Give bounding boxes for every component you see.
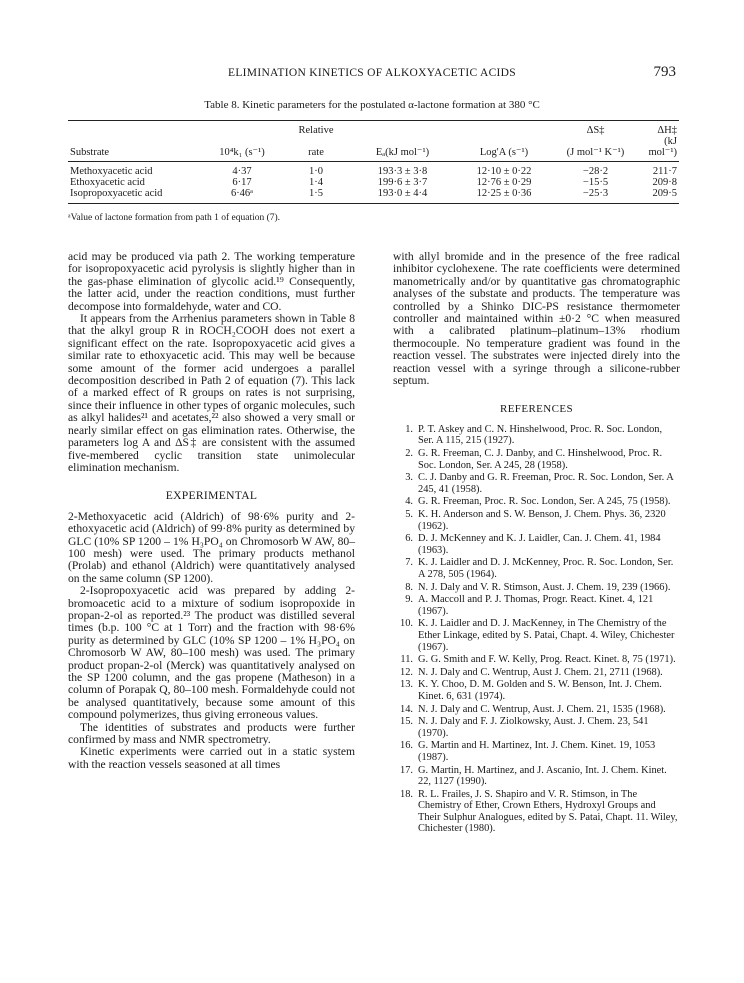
table-row [68,188,679,204]
reference-text: P. T. Askey and C. N. Hinshelwood, Proc. R. Soc. London, Ser. A 115, 215 (1927). [418,423,663,447]
header-cell: Relative [284,121,348,137]
reference-item [393,448,680,471]
reference-text: N. J. Daly and V. R. Stimson, Aust. J. Chem. 19, 239 (1966). [418,581,671,593]
table-cell: 1·0 [309,166,323,177]
table-cell: Isopropoxyacetic acid [68,188,200,204]
reference-item [393,582,680,594]
reference-item [393,509,680,532]
body-paragraph: The identities of substrates and products were further confirmed by mass and NMR spectrometry. [68,720,355,747]
table-cell: 12·76 ± 0·29 [476,177,532,188]
section-heading: EXPERIMENTAL [165,489,258,503]
table-header-row-bottom [68,136,679,162]
table-cell: 6·46ᵃ [200,188,284,204]
table-header-row-top [68,121,679,137]
table-row [68,162,679,178]
reference-text: K. J. Laidler and D. J. McKenney, Proc. R. Soc. London, Ser. A 278, 505 (1964). [418,557,674,580]
reference-item [393,594,680,617]
header-cell: Substrate [68,136,200,162]
reference-number: 11. [400,654,413,666]
reference-number: 10. [400,618,413,630]
table-caption: Table 8. Kinetic parameters for the postulated α-lactone formation at 380 °C [204,99,540,111]
table-cell: 211·7 [652,166,677,177]
reference-number: 8. [405,581,413,593]
reference-item [393,654,680,666]
page-number: 793 [653,64,676,80]
reference-text: K. Y. Choo, D. M. Golden and S. W. Benson, Int. J. Chem. Kinet. 6, 631 (1974). [418,679,662,702]
reference-text: N. J. Daly and C. Wentrup, Aust J. Chem. 21, 2711 (1968). [418,666,663,678]
reference-text: G. Martin, H. Martinez, and J. Ascanio, Int. J. Chem. Kinet. 22, 1127 (1990). [418,764,667,788]
reference-item [393,424,680,447]
reference-text: N. J. Daly and C. Wentrup, Aust. J. Chem. 21, 1535 (1968). [418,703,666,715]
reference-item [393,679,680,702]
table-cell: −15·5 [582,177,609,188]
reference-item [393,789,680,835]
reference-number: 13. [400,679,413,691]
reference-number: 15. [400,716,413,728]
kinetic-parameters-table [68,120,679,204]
reference-number: 3. [405,472,413,484]
reference-number: 4. [405,496,413,508]
header-cell: 10⁴k₁ (s⁻¹) [200,136,284,162]
reference-text: K. J. Laidler and D. J. MacKenney, in The Chemistry of the Ether Linkage, edited by S. Patai, Chapt. 4. Wiley, Chichester (1967). [418,618,675,653]
table-cell: Methoxyacetic acid [70,166,153,177]
reference-item [393,765,680,788]
running-head: ELIMINATION KINETICS OF ALKOXYACETIC ACIDS [228,67,516,79]
reference-text: R. L. Frailes, J. S. Shapiro and V. R. Stimson, in The Chemistry of Ether, Crown Ethers, Hydroxyl Groups and Their Sulphur Analogues, edited by S. Patai, Chapt. 11. Wiley, Chichester (1980). [418,788,678,835]
reference-item [393,557,680,580]
reference-item [393,704,680,716]
reference-item [393,472,680,495]
reference-number: 6. [405,533,413,545]
table-cell: 1·4 [309,177,323,188]
body-paragraph: 2-Isopropoxyacetic acid was prepared by adding 2-bromoacetic acid to a mixture of sodium isopropoxide in propan-2-ol as reported.²³ The product was distilled several times (b.p. 100 °C at 1 Torr) and the fraction with 98·6% purity as determined by GLC (10% SP 1200 – 1% H₃PO₄ on Chromosorb W AW, 80–100 mesh) was used. The primary product propan-2-ol (Merck) was quantitatively analysed on the SP 1200 column, and the gas propene (Matheson) in a column of Porapak Q, 80–100 mesh. Formaldehyde could not be analysed quantitatively, because some amount of this compound polymerizes, thus giving erroneous values. [68,584,355,722]
left-column [68,251,355,771]
table-cell: 12·25 ± 0·36 [457,188,551,204]
table-cell: 12·10 ± 0·22 [476,166,532,177]
body-paragraph: 2-Methoxyacetic acid (Aldrich) of 98·6% purity and 2-ethoxyacetic acid (Aldrich) of 99·8% purity as determined by GLC (10% SP 1200 – 1% H₃PO₄ on Chromosorb W AW, 80–100 mesh) were used. The primary products methanol (Prolab) and ethanol (Aldrich) were quantitatively analysed on the same column (SP 1200). [68,509,355,585]
reference-number: 18. [400,788,413,800]
body-paragraph: It appears from the Arrhenius parameters shown in Table 8 that the alkyl group R in ROCH₂COOH does not exert a significant effect on the rate. Isopropoxyacetic acid gives a similar rate to ethoxyacetic acid. This may well be because some amount of the former acid undergoes a parallel decomposition described in Path 2 of equation (7). This lack of a marked effect of R groups on rates is not surprising, since their influence in other types of organic molecules, such as alkyl halides²¹ and acetates,²² also showed a very small or nearly similar effect on gas elimination rates. Otherwise, the parameters log A and ΔS‡ are consistent with the assumed five-membered cyclic transition state unimolecular elimination mechanism. [68,312,355,474]
table-cell: 193·0 ± 4·4 [348,188,457,204]
reference-item [393,533,680,556]
table-cell: −28·2 [582,166,609,177]
reference-text: K. H. Anderson and S. W. Benson, J. Chem. Phys. 36, 2320 (1962). [418,509,666,532]
table-cell: 193·3 ± 3·8 [377,166,428,177]
table-cell: 209·8 [652,177,677,188]
reference-text: G. R. Freeman, Proc. R. Soc. London, Ser. A 245, 75 (1958). [418,496,671,508]
reference-number: 1. [405,423,413,435]
header-cell [457,121,551,137]
table-cell: 1·5 [284,188,348,204]
reference-list [393,424,680,835]
reference-item [393,716,680,739]
body-paragraph: acid may be produced via path 2. The working temperature for isopropoxyacetic acid pyrolysis is slightly higher than in the gas-phase elimination of glycolic acid.¹⁹ Consequently, the latter acid, under the reaction conditions, must further decompose into formaldehyde, water and CO. [68,250,355,313]
reference-number: 16. [400,740,413,752]
reference-text: C. J. Danby and G. R. Freeman, Proc. R. Soc. London, Ser. A 245, 41 (1958). [418,472,674,495]
reference-item [393,618,680,653]
header-cell: ΔH‡ [640,121,679,137]
table-cell: 199·6 ± 3·7 [377,177,428,188]
reference-text: D. J. McKenney and K. J. Laidler, Can. J. Chem. 41, 1984 (1963). [418,533,661,556]
table-cell: Ethoxyacetic acid [70,177,145,188]
references-heading: REFERENCES [499,403,574,416]
header-cell [68,121,200,137]
header-cell: ΔS‡ [551,121,640,137]
header-cell: Log'A (s⁻¹) [457,136,551,162]
table-cell: 209·5 [640,188,679,204]
reference-text: G. R. Freeman, C. J. Danby, and C. Hinshelwood, Proc. R. Soc. London, Ser. A 245, 28 (1958). [418,448,663,471]
header-cell: (kJ mol⁻¹) [640,136,679,162]
reference-text: N. J. Daly and F. J. Ziolkowsky, Aust. J. Chem. 23, 541 (1970). [418,716,649,739]
table-cell: 6·17 [232,177,252,188]
table-row [68,177,679,188]
header-cell [200,121,284,137]
table-footnote: ᵃValue of lactone formation from path 1 of equation (7). [68,213,281,223]
reference-text: G. Martin and H. Martinez, Int. J. Chem. Kinet. 19, 1053 (1987). [418,740,656,763]
reference-number: 7. [405,557,413,569]
reference-text: G. G. Smith and F. W. Kelly, Prog. React. Kinet. 8, 75 (1971). [418,654,676,666]
table-cell: −25·3 [551,188,640,204]
header-cell: rate [284,136,348,162]
reference-item [393,496,680,508]
reference-number: 9. [405,594,413,606]
header-cell: (J mol⁻¹ K⁻¹) [551,136,640,162]
body-paragraph: with allyl bromide and in the presence of the free radical inhibitor cyclohexene. The rate coefficients were determined manometrically and/or by quantitative gas chromatographic analyses of the substate and products. The temperature was controlled by a Shinko DIC-PS resistance thermometer controller and maintained within ±0·2 °C when measured with a calibrated platinum–platinum–13% rhodium thermocouple. No temperature gradient was found in the reaction vessel. The substrates were injected direly into the reaction vessel with a syringe through a silicone-rubber septum. [393,250,680,388]
reference-number: 2. [405,448,413,460]
header-cell [348,121,457,137]
body-paragraph: Kinetic experiments were carried out in a static system with the reaction vessels seasoned at all times [68,745,355,771]
reference-item [393,740,680,763]
right-column [393,251,680,836]
header-cell: Eₐ(kJ mol⁻¹) [348,136,457,162]
table-cell: 4·37 [232,166,252,177]
reference-item [393,667,680,679]
reference-number: 17. [400,764,413,776]
reference-number: 5. [405,509,413,521]
reference-text: A. Maccoll and P. J. Thomas, Progr. React. Kinet. 4, 121 (1967). [418,594,654,617]
reference-number: 12. [400,666,413,678]
reference-number: 14. [400,703,413,715]
